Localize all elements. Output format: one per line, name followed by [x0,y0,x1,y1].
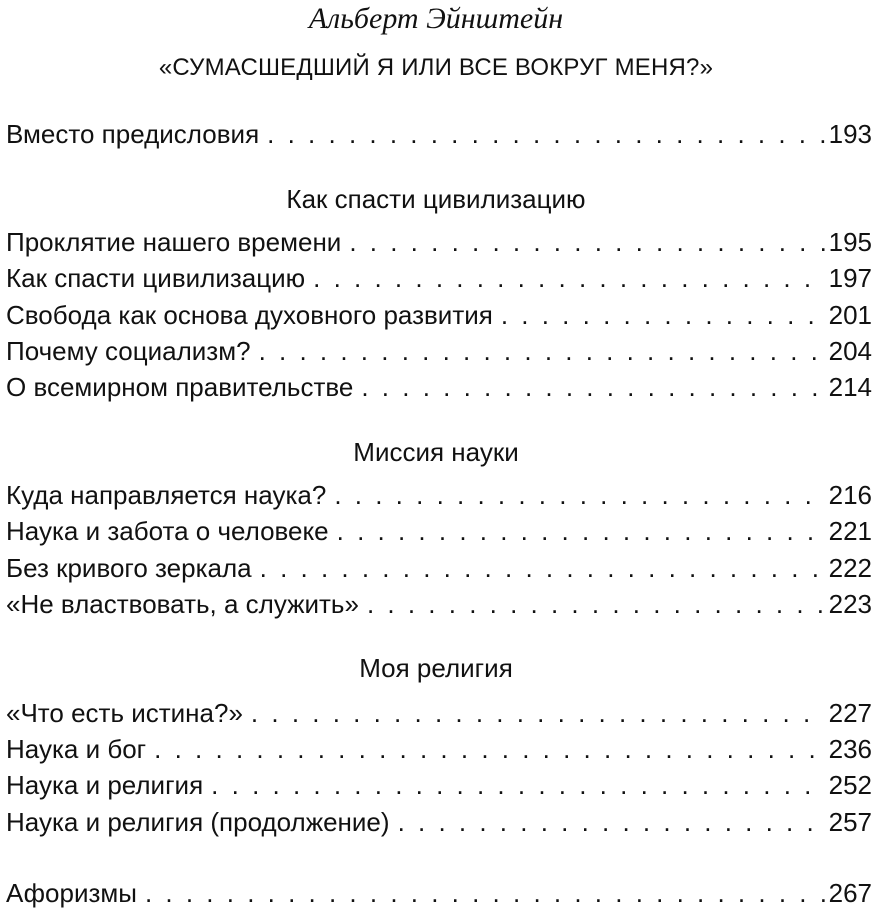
toc-entry-title: Без кривого зеркала [6,553,252,583]
toc-entry-page: 236 [828,734,872,764]
toc-entry-page: 252 [828,770,872,800]
dot-leader [154,733,824,765]
dot-leader [398,806,825,838]
dot-leader [259,335,825,367]
toc-entry-aphorisms[interactable] [6,877,872,909]
section-heading: Как спасти цивилизацию [286,184,586,214]
toc-entry-title: Вместо предисловия [6,119,260,149]
toc-entry[interactable] [6,733,872,765]
book-title: «СУМАСШЕДШИЙ Я ИЛИ ВСЕ ВОКРУГ МЕНЯ?» [158,54,714,81]
toc-entry-title: Как спасти цивилизацию [6,263,306,293]
toc-entry-title: Куда направляется наука? [6,480,327,510]
dot-leader [367,588,825,620]
toc-entry-title: Свобода как основа духовного развития [6,300,493,330]
toc-entry[interactable] [6,299,872,331]
toc-entry[interactable] [6,552,872,584]
author-name: Альберт Эйнштейн [308,2,564,35]
toc-entry-title: Проклятие нашего времени [6,227,342,257]
toc-entry[interactable] [6,515,872,547]
toc-entry-title: Наука и забота о человеке [6,516,329,546]
toc-entry-title: О всемирном правительстве [6,372,354,402]
toc-entry-page: 216 [828,480,872,510]
toc-entry-preface[interactable] [6,118,872,150]
toc-entry-page: 223 [828,589,872,619]
toc-entry[interactable] [6,335,872,367]
toc-entry-page: 221 [828,516,872,546]
toc-entry-title: Наука и бог [6,734,147,764]
toc-entry-page: 197 [828,263,872,293]
dot-leader [361,371,824,403]
dot-leader [349,226,824,258]
dot-leader [334,479,824,511]
toc-entry-page: 257 [828,807,872,837]
toc-entry-page: 227 [828,698,872,728]
section-heading: Миссия науки [353,437,519,467]
toc-entry[interactable] [6,479,872,511]
toc-entry[interactable] [6,371,872,403]
toc-entry[interactable] [6,806,872,838]
toc-entry[interactable] [6,769,872,801]
toc-entry-title: «Что есть истина?» [6,698,243,728]
section-heading: Моя религия [359,653,513,683]
toc-entry[interactable] [6,226,872,258]
dot-leader [260,552,825,584]
toc-entry-title: Почему социализм? [6,336,251,366]
toc-entry-page: 204 [828,336,872,366]
toc-entry-title: Наука и религия (продолжение) [6,807,390,837]
toc-entry[interactable] [6,262,872,294]
toc-entry-page: 195 [828,227,872,257]
dot-leader [145,877,825,909]
toc-entry-page: 201 [828,300,872,330]
toc-entry-page: 222 [828,553,872,583]
dot-leader [313,262,824,294]
toc-entry[interactable] [6,588,872,620]
dot-leader [267,118,824,150]
toc-entry[interactable] [6,697,872,729]
toc-entry-page: 193 [828,119,872,149]
dot-leader [337,515,825,547]
toc-entry-title: «Не властвовать, а служить» [6,589,359,619]
dot-leader [211,769,824,801]
dot-leader [251,697,825,729]
toc-entry-page: 214 [828,372,872,402]
toc-entry-page: 267 [828,878,872,908]
toc-entry-title: Афоризмы [6,878,137,908]
dot-leader [501,299,825,331]
toc-entry-title: Наука и религия [6,770,204,800]
